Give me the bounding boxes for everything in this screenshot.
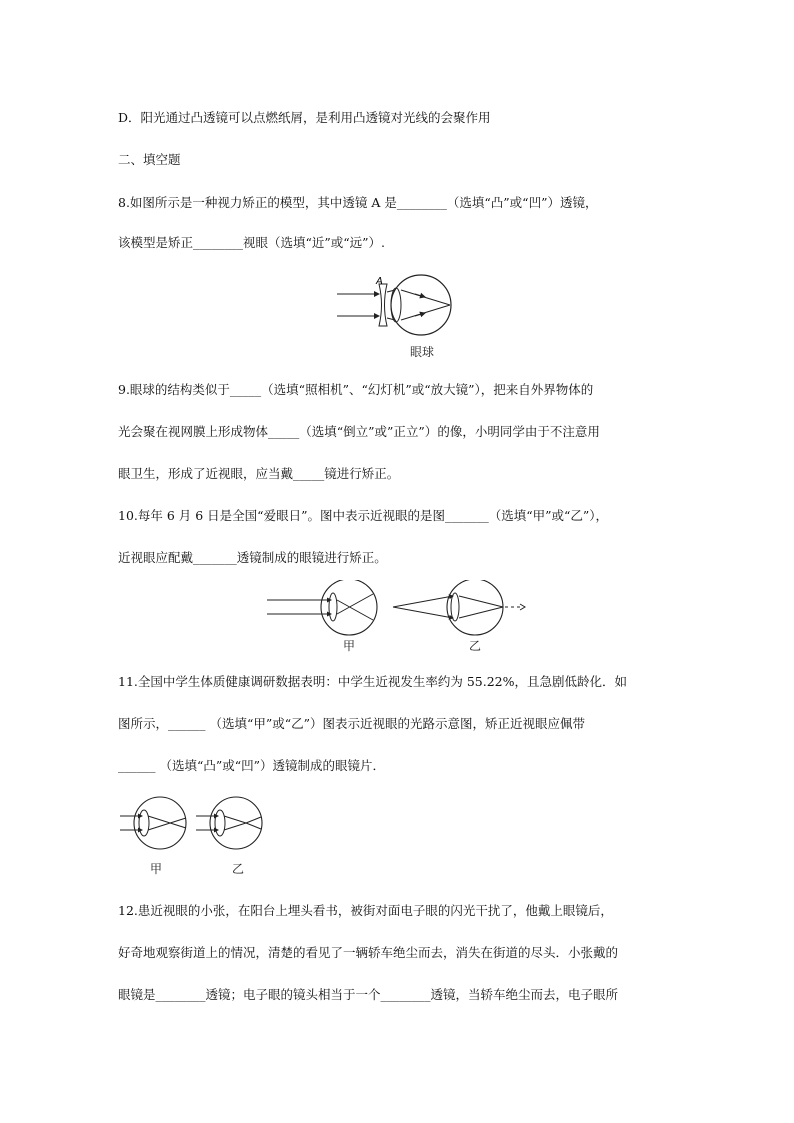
q10-eye-yi	[393, 580, 525, 635]
q10-eye-diagrams-figure	[265, 580, 530, 638]
q9-line-1: 9.眼球的结构类似于_____（选填“照相机”、“幻灯机”或“放大镜”），把来自外界物体的	[118, 382, 594, 397]
q11-eye-yi	[196, 797, 262, 849]
q11-line-2: 图所示，______ （选填“甲”或“乙”）图表示近视眼的光路示意图，矫正近视眼应佩带	[118, 716, 586, 731]
q10-line-2: 近视眼应配戴_______透镜制成的眼镜进行矫正。	[118, 550, 387, 565]
q10-caption-jia: 甲	[343, 639, 356, 653]
q11-eye-diagrams-figure	[118, 792, 268, 854]
q11-caption-jia: 甲	[150, 862, 163, 876]
q11-caption-yi: 乙	[232, 862, 245, 876]
q9-line-2: 光会聚在视网膜上形成物体_____（选填“倒立”或”正立”）的像，小明同学由于不注意用	[118, 424, 600, 439]
q11-line-3: ______ （选填“凸”或“凹”）透镜制成的眼镜片．	[118, 758, 386, 773]
q9-line-3: 眼卫生，形成了近视眼，应当戴_____镜进行矫正。	[118, 466, 400, 481]
section-heading: 二、填空题	[118, 152, 181, 167]
q10-eye-jia	[267, 580, 377, 635]
q12-line-2: 好奇地观察街道上的情况，清楚的看见了一辆轿车绝尘而去，消失在街道的尽头．小张戴的	[118, 945, 619, 960]
q8-figure-caption: 眼球	[410, 345, 435, 359]
option-d: D．阳光通过凸透镜可以点燃纸屑，是利用凸透镜对光线的会聚作用	[118, 110, 491, 125]
q12-line-1: 12.患近视眼的小张，在阳台上埋头看书，被街对面电子眼的闪光干扰了，他戴上眼镜后，	[118, 903, 613, 918]
q8-line-2: 该模型是矫正________视眼（选填“近”或“远”）.	[118, 235, 386, 250]
q8-eye-model-figure	[335, 272, 460, 360]
q10-caption-yi: 乙	[469, 639, 482, 653]
q12-line-3: 眼镜是________透镜；电子眼的镜头相当于一个________透镜，当轿车绝尘而去，电子眼所	[118, 987, 619, 1002]
q11-eye-jia	[120, 797, 186, 849]
q11-line-1: 11.全国中学生体质健康调研数据表明：中学生近视发生率约为 55.22%，且急剧低龄化．如	[118, 674, 628, 689]
q8-line-1: 8.如图所示是一种视力矫正的模型，其中透镜 A 是________（选填“凸”或“凹”）透镜，	[118, 195, 598, 210]
q10-line-1: 10.每年 6 月 6 日是全国“爱眼日”。图中表示近视眼的是图_______（选填“甲”或“乙”），	[118, 508, 609, 523]
lens-a-label: A	[376, 276, 383, 287]
